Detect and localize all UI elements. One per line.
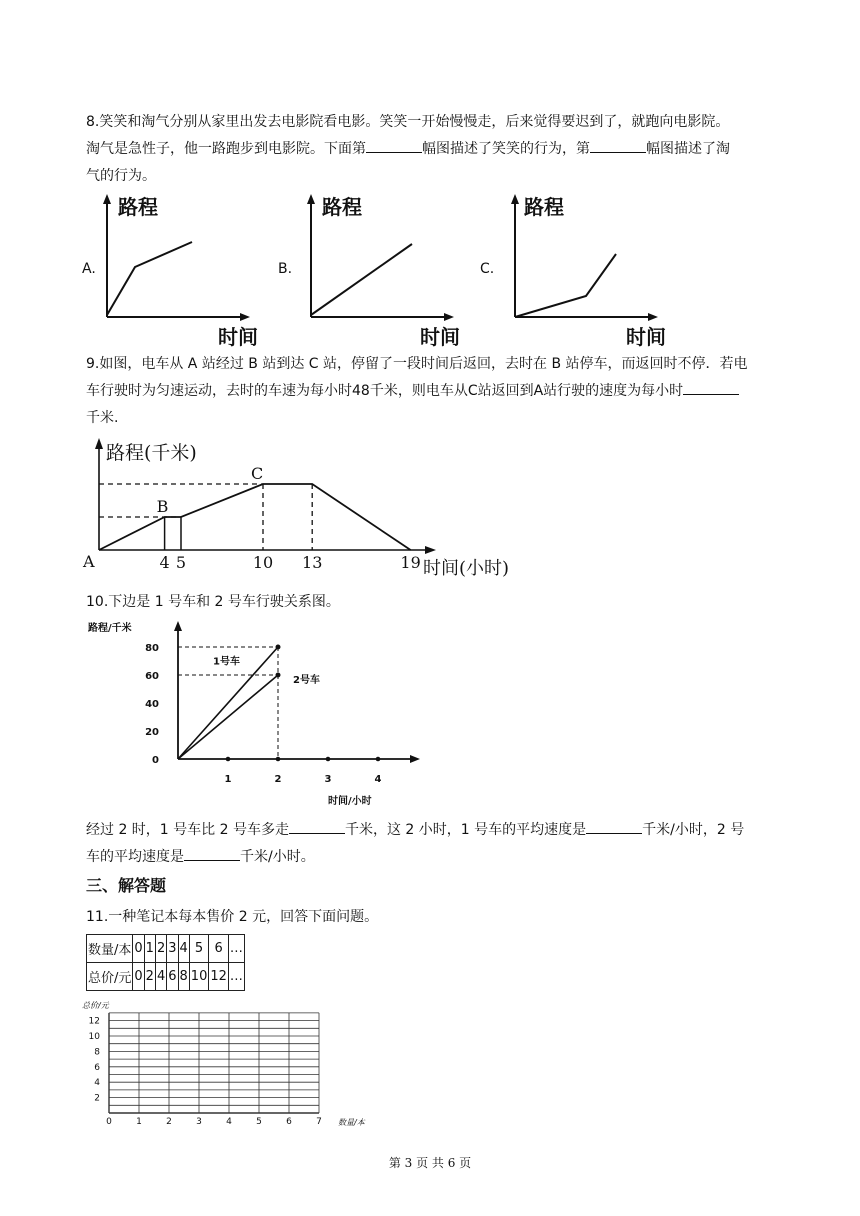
table-cell: 3 — [167, 935, 178, 963]
q8-line2-a: 淘气是急性子，他一路跑步到电影院。下面第 — [86, 141, 366, 157]
y-tick-label: 0 — [152, 755, 159, 766]
x-axis-arrow — [240, 313, 250, 321]
x-tick-label: 10 — [252, 553, 274, 572]
table-cell: … — [228, 935, 244, 963]
y-tick-label: 4 — [94, 1078, 100, 1089]
x-tick-label: 3 — [324, 774, 332, 785]
x-tick-label: 5 — [175, 553, 187, 572]
q11-grid-chart — [82, 1000, 402, 1135]
point-label-c: C — [251, 464, 264, 483]
q9-line1: 9.如图，电车从 A 站经过 B 站到达 C 站，停留了一段时间后返回，去时在 B 站停车，而返回时不停．若电 — [86, 356, 748, 372]
y-axis-label: 路程/千米 — [88, 623, 132, 634]
table-row — [87, 935, 245, 963]
q9-line2-text: 车行驶时为匀速运动，去时的车速为每小时48千米，则电车从C站返回到A站行驶的速度为每小时 — [86, 383, 684, 399]
x-axis-arrow — [648, 313, 658, 321]
graph-a-line — [107, 242, 192, 315]
table-cell: 4 — [155, 963, 166, 991]
table-cell: 2 — [155, 935, 166, 963]
y-axis-label: 总价/元 — [82, 1001, 109, 1010]
q10-chart — [85, 617, 435, 812]
q8-option-a-letter: A. — [82, 261, 96, 277]
q8-line2-b: 幅图描述了笑笑的行为，第 — [422, 141, 590, 157]
table-cell: 0 — [133, 963, 144, 991]
page-footer: 第 3 页 共 6 页 — [388, 1156, 472, 1170]
y-axis-arrow — [103, 194, 111, 204]
x-tick-label: 1 — [136, 1117, 142, 1127]
series-label-2: 2号车 — [293, 675, 320, 686]
q9-chart — [80, 432, 540, 582]
q8-line2 — [86, 136, 730, 163]
q10-blank-1[interactable] — [289, 819, 345, 834]
q8-blank-2[interactable] — [590, 138, 646, 153]
q10-line1 — [86, 817, 744, 844]
x-label: 时间 — [420, 325, 460, 349]
x-tick-label: 2 — [166, 1117, 172, 1127]
y-axis-label: 路程(千米) — [106, 442, 197, 464]
table-cell: 6 — [209, 935, 229, 963]
y-tick-label: 8 — [94, 1047, 100, 1058]
q8-line1: 8.笑笑和淘气分别从家里出发去电影院看电影。笑笑一开始慢慢走，后来觉得要迟到了，就跑向电影院。 — [86, 114, 730, 130]
y-label: 路程 — [524, 195, 564, 219]
y-axis-arrow — [174, 621, 182, 631]
x-axis-label: 时间/小时 — [328, 796, 372, 807]
q10-line1-a: 经过 2 时，1 号车比 2 号车多走 — [86, 822, 289, 838]
x-axis-arrow — [444, 313, 454, 321]
table-cell: 2 — [144, 963, 155, 991]
x-tick-label: 1 — [224, 774, 232, 785]
series-end-dot — [276, 645, 281, 650]
x-tick-label: 4 — [374, 774, 382, 785]
table-cell: 5 — [189, 935, 209, 963]
table-row-head: 总价/元 — [87, 963, 133, 991]
q8-graph-b — [302, 192, 472, 349]
q8-line3: 气的行为。 — [86, 168, 156, 184]
y-axis-arrow — [95, 438, 103, 449]
y-tick-label: 40 — [145, 699, 159, 710]
y-tick-label: 60 — [145, 671, 159, 682]
q10-blank-2[interactable] — [586, 819, 642, 834]
q8-blank-1[interactable] — [366, 138, 422, 153]
x-tick-label: 4 — [226, 1117, 232, 1127]
table-cell: 10 — [189, 963, 209, 991]
q10-line1-b: 千米，这 2 小时，1 号车的平均速度是 — [344, 822, 587, 838]
table-cell: 4 — [178, 935, 189, 963]
table-cell: 8 — [178, 963, 189, 991]
x-tick-dot — [226, 757, 231, 762]
point-label-b: B — [156, 497, 169, 516]
x-tick-label: 19 — [400, 553, 421, 572]
graph-b-line — [311, 244, 412, 315]
x-tick-label: 3 — [196, 1117, 202, 1127]
series-end-dot — [276, 673, 281, 678]
q11-table — [86, 934, 245, 991]
x-tick-label: 4 — [159, 553, 170, 572]
x-tick-label: 13 — [302, 553, 323, 572]
q10-blank-3[interactable] — [184, 846, 240, 861]
table-row-head: 数量/本 — [87, 935, 133, 963]
x-tick-label: 7 — [316, 1117, 322, 1127]
y-tick-label: 10 — [88, 1032, 100, 1042]
x-tick-dot — [376, 757, 381, 762]
x-axis-label: 数量/本 — [338, 1118, 365, 1127]
series-label-1: 1号车 — [213, 656, 240, 668]
table-cell: 12 — [209, 963, 229, 991]
y-axis-arrow — [307, 194, 315, 204]
x-axis-arrow — [410, 755, 420, 763]
x-axis-arrow — [425, 546, 436, 554]
q8-graph-a — [98, 192, 268, 349]
q10-intro: 10.下边是 1 号车和 2 号车行驶关系图。 — [86, 594, 340, 610]
y-tick-label: 12 — [88, 1016, 100, 1027]
q10-line1-c: 千米/小时，2 号 — [642, 822, 745, 838]
q11-intro: 11.一种笔记本每本售价 2 元，回答下面问题。 — [86, 909, 379, 925]
x-tick-label: 0 — [106, 1117, 112, 1127]
q9-blank[interactable] — [683, 380, 739, 395]
x-axis-label: 时间(小时) — [423, 558, 510, 579]
section-heading: 三、解答题 — [86, 876, 167, 895]
series-line-2 — [178, 675, 278, 759]
y-label: 路程 — [118, 195, 158, 219]
table-cell: 6 — [167, 963, 178, 991]
q9-line3: 千米. — [86, 410, 119, 426]
point-label-a: A — [83, 552, 95, 571]
y-tick-label: 6 — [94, 1062, 100, 1073]
table-row — [87, 963, 245, 991]
q10-line2-b: 千米/小时。 — [240, 849, 315, 865]
x-tick-label: 5 — [256, 1117, 262, 1127]
q9-line2 — [86, 378, 739, 405]
q8-option-c-letter: C. — [480, 261, 495, 277]
y-tick-label: 2 — [94, 1093, 100, 1104]
table-cell: 1 — [144, 935, 155, 963]
x-tick-label: 2 — [274, 774, 282, 785]
x-label: 时间 — [626, 325, 666, 349]
table-cell: 0 — [133, 935, 144, 963]
q10-line2-a: 车的平均速度是 — [86, 849, 184, 865]
q8-line2-c: 幅图描述了淘 — [646, 141, 730, 157]
q8-option-b-letter: B. — [278, 261, 293, 277]
graph-c-line — [515, 254, 616, 317]
y-label: 路程 — [322, 195, 362, 219]
q10-line2 — [86, 844, 315, 871]
x-tick-dot — [326, 757, 331, 762]
y-axis-arrow — [511, 194, 519, 204]
table-cell: … — [228, 963, 244, 991]
y-tick-label: 20 — [145, 727, 159, 738]
q8-graph-c — [506, 192, 676, 349]
y-tick-label: 80 — [145, 643, 159, 654]
x-tick-label: 6 — [286, 1117, 292, 1127]
x-label: 时间 — [218, 325, 258, 349]
